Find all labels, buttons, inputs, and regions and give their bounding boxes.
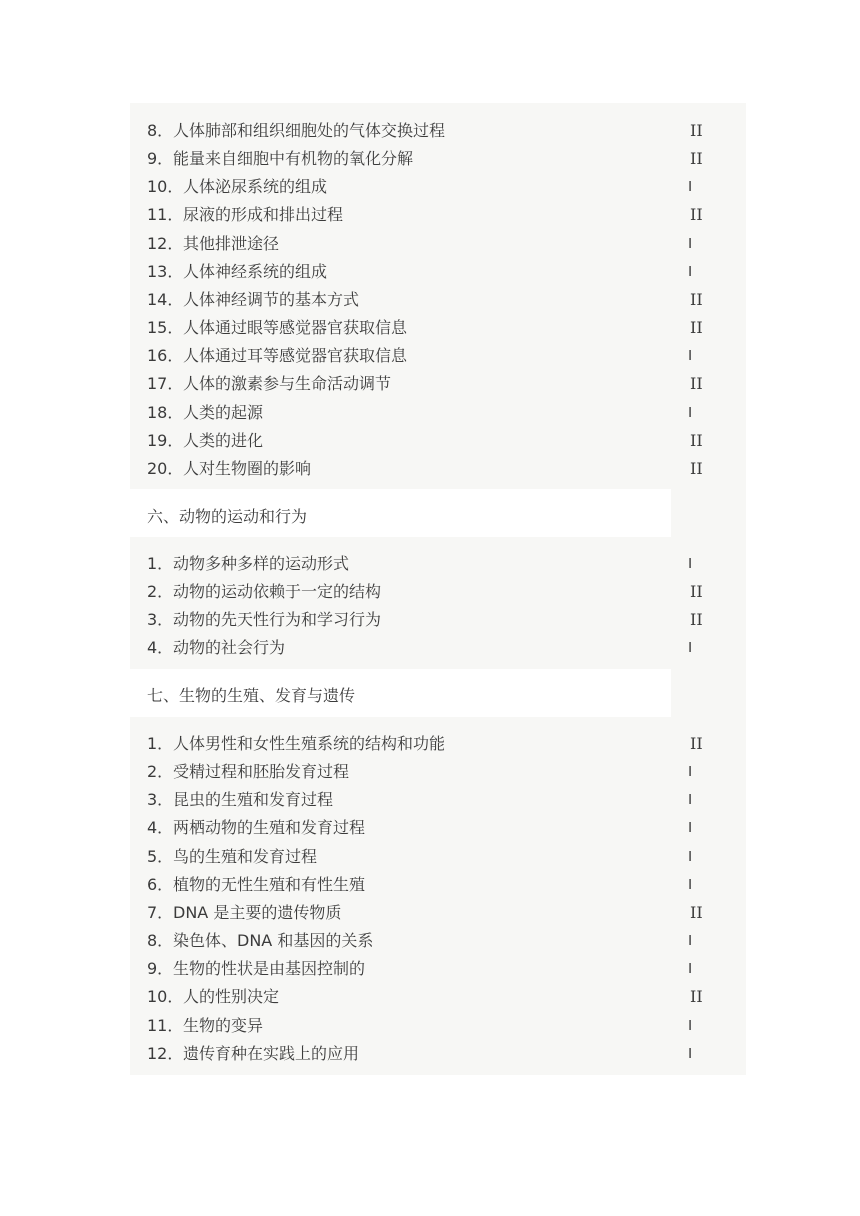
requirement-level: I [688,555,693,572]
item-text: 人体泌尿系统的组成 [183,177,328,196]
item-text: DNA 是主要的遗传物质 [173,903,342,922]
item-text: 植物的无性生殖和有性生殖 [173,875,366,894]
item-text: 动物多种多样的运动形式 [173,554,350,573]
list-item [147,606,707,634]
item-text: 人类的起源 [183,403,264,422]
requirement-level: I [688,1045,693,1062]
item-text: 昆虫的生殖和发育过程 [173,790,334,809]
item-number: 10． [147,177,184,196]
item-text: 人体男性和女性生殖系统的结构和功能 [173,734,446,753]
item-number: 3． [147,790,174,809]
list-item [147,843,707,871]
item-number: 1． [147,734,174,753]
item-text: 生物的变异 [183,1016,264,1035]
list-item [147,1040,707,1068]
list-item [147,814,707,842]
requirement-level: I [688,639,693,656]
list-item [147,427,707,455]
section-title-reproduction-heredity: 七、生物的生殖、发育与遗传 [147,686,356,705]
list-item [147,117,707,145]
requirement-level: II [690,459,703,478]
item-text: 人体的激素参与生命活动调节 [183,374,392,393]
item-text: 鸟的生殖和发育过程 [173,847,318,866]
item-text: 人的性别决定 [183,987,280,1006]
item-number: 16． [147,346,184,365]
item-number: 18． [147,403,184,422]
list-item [147,899,707,927]
requirement-level: I [688,763,693,780]
item-number: 19． [147,431,184,450]
item-number: 13． [147,262,184,281]
list-item [147,927,707,955]
item-number: 4． [147,638,174,657]
list-item [147,314,707,342]
item-number: 3． [147,610,174,629]
requirement-level: II [690,318,703,337]
item-number: 4． [147,818,174,837]
item-text: 遗传育种在实践上的应用 [183,1044,360,1063]
item-number: 9． [147,959,174,978]
list-item [147,455,707,483]
item-text: 能量来自细胞中有机物的氧化分解 [173,149,414,168]
item-text: 人体通过耳等感觉器官获取信息 [183,346,408,365]
item-number: 5． [147,847,174,866]
list-item [147,286,707,314]
requirement-level: II [690,290,703,309]
requirement-level: I [688,263,693,280]
item-text: 人体神经调节的基本方式 [183,290,360,309]
list-item [147,634,707,662]
list-item [147,550,707,578]
item-number: 12． [147,234,184,253]
list-item [147,201,707,229]
list-item [147,399,707,427]
requirement-level: II [690,734,703,753]
item-text: 人类的进化 [183,431,264,450]
item-text: 人体通过眼等感觉器官获取信息 [183,318,408,337]
requirement-level: II [690,431,703,450]
requirement-level: II [690,903,703,922]
list-item [147,230,707,258]
item-number: 12． [147,1044,184,1063]
list-item [147,730,707,758]
item-number: 17． [147,374,184,393]
item-text: 两栖动物的生殖和发育过程 [173,818,366,837]
requirement-level: II [690,582,703,601]
requirement-level: I [688,932,693,949]
item-number: 11． [147,205,184,224]
item-text: 动物的先天性行为和学习行为 [173,610,382,629]
item-number: 9． [147,149,174,168]
requirement-level: I [688,791,693,808]
requirement-level: I [688,347,693,364]
item-text: 人体神经系统的组成 [183,262,328,281]
list-item [147,173,707,201]
requirement-level: II [690,205,703,224]
requirement-level: I [688,235,693,252]
list-item [147,578,707,606]
requirement-level: II [690,374,703,393]
requirement-level: I [688,178,693,195]
list-item [147,1012,707,1040]
list-item [147,758,707,786]
item-number: 7． [147,903,174,922]
item-number: 1． [147,554,174,573]
list-item [147,370,707,398]
item-number: 6． [147,875,174,894]
requirement-level: II [690,149,703,168]
list-item [147,342,707,370]
item-text: 动物的运动依赖于一定的结构 [173,582,382,601]
section-title-animal-movement: 六、动物的运动和行为 [147,507,308,526]
list-item [147,955,707,983]
list-item [147,983,707,1011]
item-number: 11． [147,1016,184,1035]
item-text: 人对生物圈的影响 [183,459,312,478]
item-text: 染色体、DNA 和基因的关系 [173,931,374,950]
requirement-level: II [690,610,703,629]
item-number: 2． [147,762,174,781]
item-text: 尿液的形成和排出过程 [183,205,344,224]
item-text: 受精过程和胚胎发育过程 [173,762,350,781]
item-text: 人体肺部和组织细胞处的气体交换过程 [173,121,446,140]
list-item [147,871,707,899]
item-text: 其他排泄途径 [183,234,280,253]
requirement-level: II [690,987,703,1006]
item-number: 8． [147,931,174,950]
requirement-level: I [688,960,693,977]
item-number: 8． [147,121,174,140]
requirement-level: I [688,848,693,865]
item-number: 20． [147,459,184,478]
item-number: 2． [147,582,174,601]
item-text: 动物的社会行为 [173,638,286,657]
item-number: 15． [147,318,184,337]
list-item [147,258,707,286]
item-number: 14． [147,290,184,309]
requirement-level: I [688,819,693,836]
list-item [147,145,707,173]
list-item [147,786,707,814]
requirement-level: II [690,121,703,140]
requirement-level: I [688,404,693,421]
item-number: 10． [147,987,184,1006]
requirement-level: I [688,876,693,893]
requirement-level: I [688,1017,693,1034]
item-text: 生物的性状是由基因控制的 [173,959,366,978]
